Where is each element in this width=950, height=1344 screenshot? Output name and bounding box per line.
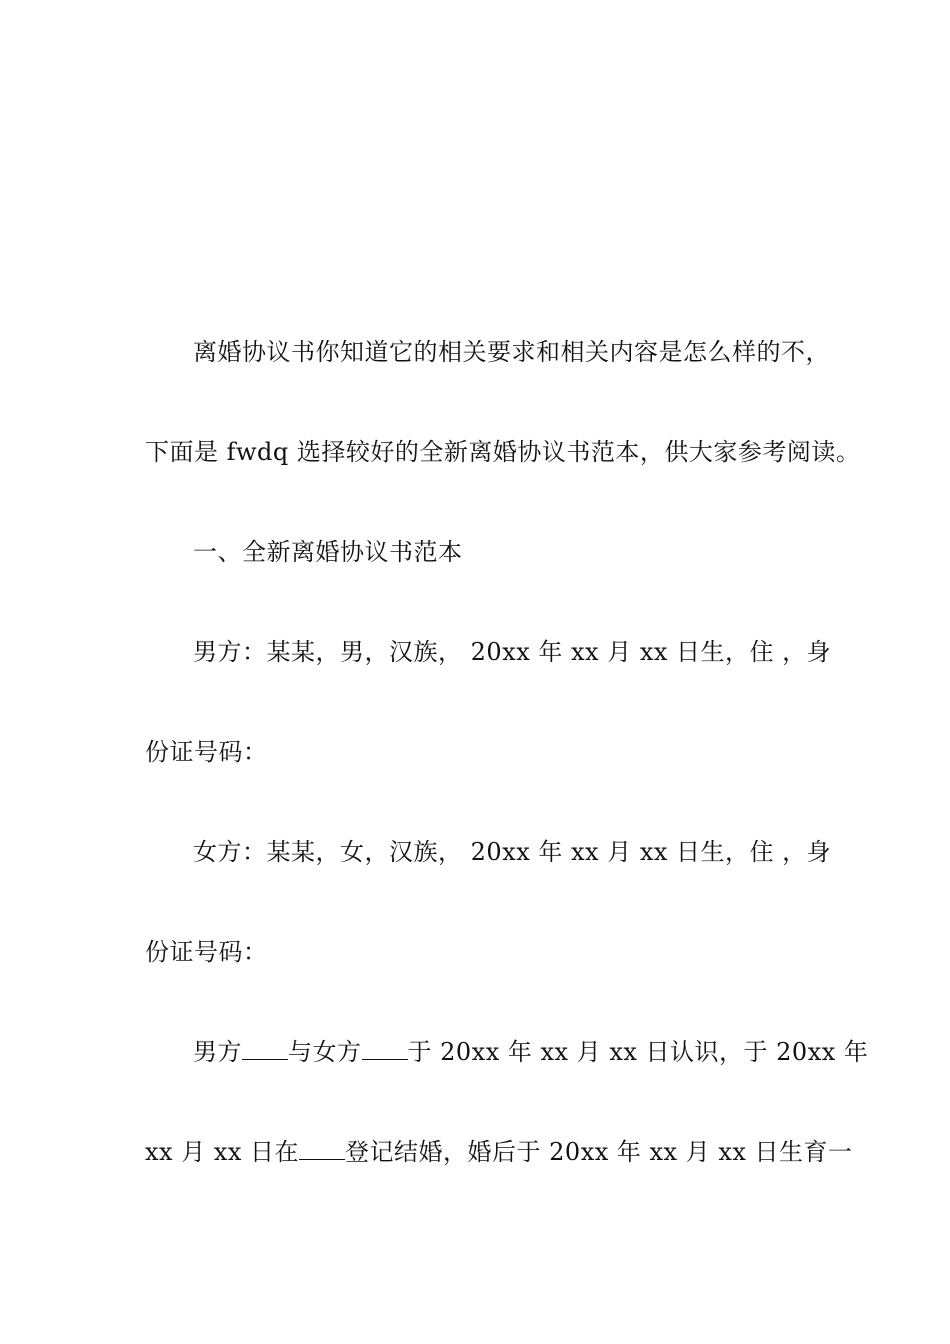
marriage-text-b: 与女方 [288, 1038, 362, 1066]
marriage-line-2 [145, 1137, 853, 1167]
male-party-line: 男方：某某，男，汉族， 20xx 年 xx 月 xx 日生，住 ，身 [193, 638, 832, 666]
marriage-text-c: 于 20xx 年 xx 月 xx 日认识，于 20xx 年 [407, 1038, 869, 1066]
marriage-text-e: 登记结婚，婚后于 20xx 年 xx 月 xx 日生育一 [345, 1138, 853, 1166]
blank-underline [362, 1039, 408, 1060]
section-heading: 一、全新离婚协议书范本 [193, 538, 463, 566]
female-party-line: 女方：某某，女，汉族， 20xx 年 xx 月 xx 日生，住 ，身 [193, 838, 832, 866]
male-id-line: 份证号码： [145, 738, 268, 766]
female-id-line: 份证号码： [145, 938, 268, 966]
blank-underline [299, 1139, 345, 1160]
intro-line-1: 离婚协议书你知道它的相关要求和相关内容是怎么样的不， [193, 338, 830, 366]
marriage-text-a: 男方 [193, 1038, 242, 1066]
marriage-text-d: xx 月 xx 日在 [145, 1138, 300, 1166]
marriage-line-1 [193, 1037, 868, 1067]
blank-underline [242, 1039, 288, 1060]
intro-line-2: 下面是 fwdq 选择较好的全新离婚协议书范本，供大家参考阅读。 [145, 438, 861, 466]
